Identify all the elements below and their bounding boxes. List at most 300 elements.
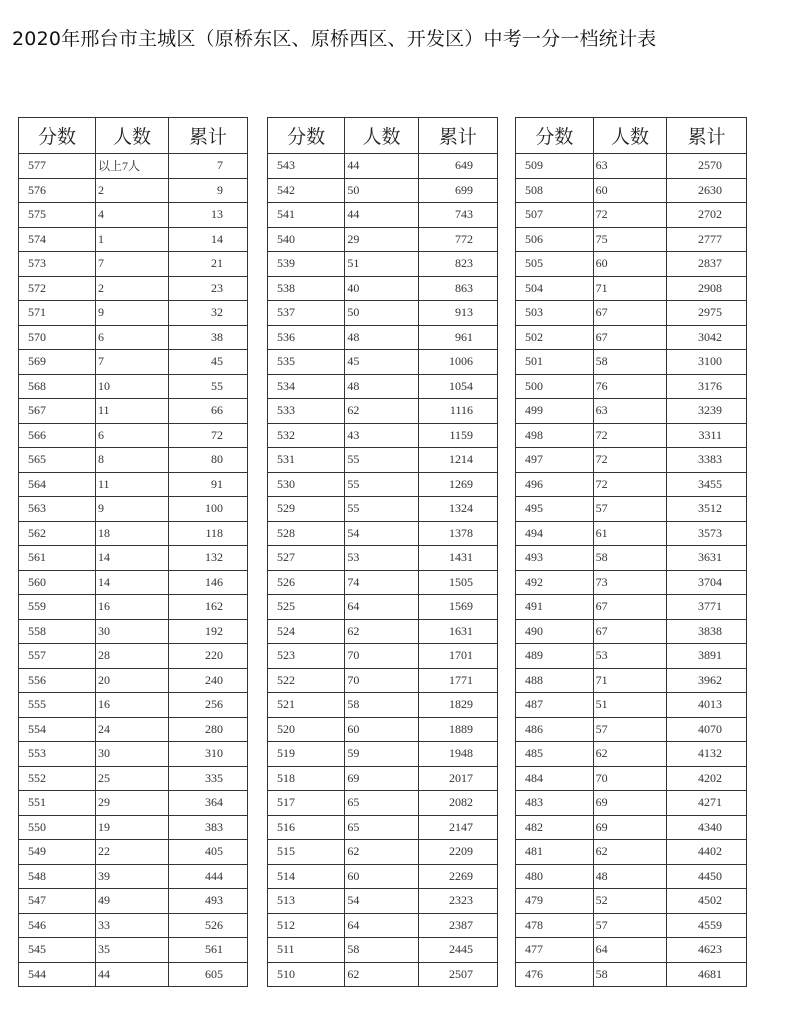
score-cell: 501	[516, 350, 594, 375]
table-row	[516, 301, 747, 326]
table-row	[19, 448, 248, 473]
score-cell: 508	[516, 178, 594, 203]
table-row	[516, 864, 747, 889]
count-cell: 44	[345, 203, 418, 228]
count-cell: 57	[593, 497, 667, 522]
score-cell: 482	[516, 815, 594, 840]
cumulative-cell: 256	[169, 693, 248, 718]
score-cell: 498	[516, 423, 594, 448]
table-row	[268, 864, 498, 889]
cumulative-cell: 3631	[667, 546, 747, 571]
count-cell: 30	[96, 742, 169, 767]
score-cell: 551	[19, 791, 96, 816]
table-row	[268, 717, 498, 742]
cumulative-cell: 72	[169, 423, 248, 448]
count-cell: 69	[593, 791, 667, 816]
page-title: 2020年邢台市主城区（原桥东区、原桥西区、开发区）中考一分一档统计表	[12, 28, 657, 50]
count-cell: 55	[345, 472, 418, 497]
score-cell: 540	[268, 227, 345, 252]
score-cell: 492	[516, 570, 594, 595]
table-row	[268, 644, 498, 669]
cumulative-cell: 1006	[418, 350, 497, 375]
score-table-2	[267, 117, 498, 987]
cumulative-cell: 162	[169, 595, 248, 620]
cumulative-cell: 1214	[418, 448, 497, 473]
table-row	[19, 276, 248, 301]
header-cumulative: 累计	[169, 118, 248, 154]
cumulative-cell: 21	[169, 252, 248, 277]
table-row	[268, 203, 498, 228]
score-cell: 552	[19, 766, 96, 791]
cumulative-cell: 132	[169, 546, 248, 571]
cumulative-cell: 526	[169, 913, 248, 938]
table-row	[268, 521, 498, 546]
count-cell: 44	[96, 962, 169, 987]
table-row	[516, 374, 747, 399]
count-cell: 76	[593, 374, 667, 399]
count-cell: 59	[345, 742, 418, 767]
table-row	[19, 227, 248, 252]
cumulative-cell: 1269	[418, 472, 497, 497]
score-cell: 477	[516, 938, 594, 963]
cumulative-cell: 118	[169, 521, 248, 546]
count-cell: 70	[345, 668, 418, 693]
count-cell: 67	[593, 619, 667, 644]
table-row	[268, 325, 498, 350]
score-table-1	[18, 117, 248, 987]
count-cell: 60	[593, 178, 667, 203]
score-cell: 517	[268, 791, 345, 816]
cumulative-cell: 3838	[667, 619, 747, 644]
cumulative-cell: 335	[169, 766, 248, 791]
score-cell: 518	[268, 766, 345, 791]
score-cell: 497	[516, 448, 594, 473]
count-cell: 50	[345, 178, 418, 203]
cumulative-cell: 2908	[667, 276, 747, 301]
count-cell: 62	[345, 962, 418, 987]
table-row	[516, 448, 747, 473]
cumulative-cell: 3573	[667, 521, 747, 546]
score-cell: 530	[268, 472, 345, 497]
count-cell: 22	[96, 840, 169, 865]
count-cell: 43	[345, 423, 418, 448]
table-row	[19, 717, 248, 742]
count-cell: 24	[96, 717, 169, 742]
table-row	[516, 791, 747, 816]
score-cell: 520	[268, 717, 345, 742]
table-row	[268, 815, 498, 840]
table-row	[19, 766, 248, 791]
count-cell: 58	[593, 546, 667, 571]
count-cell: 2	[96, 178, 169, 203]
score-cell: 577	[19, 154, 96, 179]
table-row	[268, 791, 498, 816]
score-cell: 565	[19, 448, 96, 473]
table-row	[19, 595, 248, 620]
cumulative-cell: 2837	[667, 252, 747, 277]
count-cell: 45	[345, 350, 418, 375]
score-cell: 531	[268, 448, 345, 473]
table-row	[516, 595, 747, 620]
count-cell: 57	[593, 913, 667, 938]
count-cell: 70	[593, 766, 667, 791]
table-row	[19, 399, 248, 424]
table-row	[19, 840, 248, 865]
table-row	[268, 595, 498, 620]
table-row	[516, 497, 747, 522]
cumulative-cell: 913	[418, 301, 497, 326]
count-cell: 69	[345, 766, 418, 791]
table-row	[19, 350, 248, 375]
cumulative-cell: 2445	[418, 938, 497, 963]
score-cell: 496	[516, 472, 594, 497]
count-cell: 58	[345, 693, 418, 718]
table-row	[268, 742, 498, 767]
table-row	[516, 742, 747, 767]
count-cell: 40	[345, 276, 418, 301]
score-cell: 504	[516, 276, 594, 301]
count-cell: 25	[96, 766, 169, 791]
header-score: 分数	[268, 118, 345, 154]
header-cumulative: 累计	[418, 118, 497, 154]
cumulative-cell: 4681	[667, 962, 747, 987]
count-cell: 73	[593, 570, 667, 595]
count-cell: 14	[96, 546, 169, 571]
cumulative-cell: 4013	[667, 693, 747, 718]
table-row	[19, 203, 248, 228]
cumulative-cell: 605	[169, 962, 248, 987]
count-cell: 48	[593, 864, 667, 889]
count-cell: 64	[345, 913, 418, 938]
score-cell: 573	[19, 252, 96, 277]
count-cell: 62	[345, 840, 418, 865]
score-cell: 536	[268, 325, 345, 350]
table-row	[268, 448, 498, 473]
table-row	[516, 521, 747, 546]
table-row	[19, 864, 248, 889]
count-cell: 9	[96, 301, 169, 326]
score-cell: 571	[19, 301, 96, 326]
count-cell: 54	[345, 521, 418, 546]
count-cell: 28	[96, 644, 169, 669]
score-cell: 563	[19, 497, 96, 522]
score-cell: 558	[19, 619, 96, 644]
table-row	[516, 276, 747, 301]
table-row	[19, 521, 248, 546]
cumulative-cell: 4271	[667, 791, 747, 816]
score-cell: 528	[268, 521, 345, 546]
cumulative-cell: 3891	[667, 644, 747, 669]
table-row	[516, 717, 747, 742]
count-cell: 67	[593, 325, 667, 350]
cumulative-cell: 310	[169, 742, 248, 767]
cumulative-cell: 2323	[418, 889, 497, 914]
cumulative-cell: 240	[169, 668, 248, 693]
score-cell: 527	[268, 546, 345, 571]
count-cell: 70	[345, 644, 418, 669]
count-cell: 61	[593, 521, 667, 546]
score-cell: 523	[268, 644, 345, 669]
table-row	[516, 325, 747, 350]
count-cell: 72	[593, 203, 667, 228]
cumulative-cell: 1054	[418, 374, 497, 399]
table-row	[268, 962, 498, 987]
cumulative-cell: 405	[169, 840, 248, 865]
table-row	[19, 546, 248, 571]
cumulative-cell: 1569	[418, 595, 497, 620]
cumulative-cell: 192	[169, 619, 248, 644]
count-cell: 54	[345, 889, 418, 914]
table-row	[19, 497, 248, 522]
count-cell: 52	[593, 889, 667, 914]
score-cell: 532	[268, 423, 345, 448]
table-row	[516, 668, 747, 693]
count-cell: 16	[96, 693, 169, 718]
score-cell: 499	[516, 399, 594, 424]
count-cell: 53	[593, 644, 667, 669]
count-cell: 62	[593, 840, 667, 865]
table-row	[516, 399, 747, 424]
cumulative-cell: 1889	[418, 717, 497, 742]
cumulative-cell: 699	[418, 178, 497, 203]
table-row	[19, 301, 248, 326]
count-cell: 10	[96, 374, 169, 399]
count-cell: 6	[96, 423, 169, 448]
table-row	[268, 399, 498, 424]
cumulative-cell: 2777	[667, 227, 747, 252]
score-cell: 550	[19, 815, 96, 840]
header-score: 分数	[516, 118, 594, 154]
cumulative-cell: 4402	[667, 840, 747, 865]
count-cell: 50	[345, 301, 418, 326]
cumulative-cell: 2507	[418, 962, 497, 987]
score-cell: 479	[516, 889, 594, 914]
cumulative-cell: 561	[169, 938, 248, 963]
table-row	[268, 546, 498, 571]
score-cell: 516	[268, 815, 345, 840]
cumulative-cell: 3239	[667, 399, 747, 424]
score-cell: 562	[19, 521, 96, 546]
table-row	[268, 668, 498, 693]
score-cell: 543	[268, 154, 345, 179]
score-cell: 533	[268, 399, 345, 424]
table-row	[19, 423, 248, 448]
count-cell: 8	[96, 448, 169, 473]
cumulative-cell: 4132	[667, 742, 747, 767]
cumulative-cell: 961	[418, 325, 497, 350]
table-row	[268, 423, 498, 448]
count-cell: 55	[345, 448, 418, 473]
cumulative-cell: 2269	[418, 864, 497, 889]
table-row	[19, 178, 248, 203]
score-cell: 539	[268, 252, 345, 277]
header-cumulative: 累计	[667, 118, 747, 154]
cumulative-cell: 1829	[418, 693, 497, 718]
count-cell: 11	[96, 399, 169, 424]
cumulative-cell: 1431	[418, 546, 497, 571]
header-row	[19, 118, 248, 154]
cumulative-cell: 3100	[667, 350, 747, 375]
table-row	[268, 938, 498, 963]
score-cell: 521	[268, 693, 345, 718]
count-cell: 65	[345, 791, 418, 816]
score-cell: 541	[268, 203, 345, 228]
cumulative-cell: 4070	[667, 717, 747, 742]
table-row	[516, 203, 747, 228]
count-cell: 9	[96, 497, 169, 522]
score-cell: 509	[516, 154, 594, 179]
score-cell: 526	[268, 570, 345, 595]
table-row	[268, 350, 498, 375]
table-row	[516, 154, 747, 179]
count-cell: 51	[345, 252, 418, 277]
score-cell: 507	[516, 203, 594, 228]
table-row	[516, 178, 747, 203]
score-cell: 485	[516, 742, 594, 767]
cumulative-cell: 3455	[667, 472, 747, 497]
cumulative-cell: 2082	[418, 791, 497, 816]
count-cell: 69	[593, 815, 667, 840]
score-cell: 480	[516, 864, 594, 889]
count-cell: 58	[593, 350, 667, 375]
cumulative-cell: 91	[169, 472, 248, 497]
table-row	[19, 913, 248, 938]
count-cell: 18	[96, 521, 169, 546]
score-cell: 546	[19, 913, 96, 938]
count-cell: 30	[96, 619, 169, 644]
table-row	[516, 619, 747, 644]
score-cell: 481	[516, 840, 594, 865]
cumulative-cell: 743	[418, 203, 497, 228]
score-cell: 519	[268, 742, 345, 767]
table-row	[19, 693, 248, 718]
cumulative-cell: 45	[169, 350, 248, 375]
table-row	[516, 423, 747, 448]
cumulative-cell: 2387	[418, 913, 497, 938]
count-cell: 53	[345, 546, 418, 571]
table-row	[268, 252, 498, 277]
score-cell: 569	[19, 350, 96, 375]
cumulative-cell: 23	[169, 276, 248, 301]
table-row	[268, 472, 498, 497]
score-cell: 549	[19, 840, 96, 865]
count-cell: 7	[96, 350, 169, 375]
table-row	[516, 913, 747, 938]
count-cell: 65	[345, 815, 418, 840]
score-cell: 484	[516, 766, 594, 791]
score-cell: 495	[516, 497, 594, 522]
table-row	[19, 815, 248, 840]
score-cell: 487	[516, 693, 594, 718]
table-row	[19, 472, 248, 497]
score-cell: 489	[516, 644, 594, 669]
header-count: 人数	[345, 118, 418, 154]
cumulative-cell: 100	[169, 497, 248, 522]
cumulative-cell: 3042	[667, 325, 747, 350]
score-cell: 538	[268, 276, 345, 301]
count-cell: 20	[96, 668, 169, 693]
cumulative-cell: 444	[169, 864, 248, 889]
table-row	[268, 227, 498, 252]
score-cell: 559	[19, 595, 96, 620]
score-cell: 478	[516, 913, 594, 938]
table-row	[516, 766, 747, 791]
cumulative-cell: 2147	[418, 815, 497, 840]
cumulative-cell: 9	[169, 178, 248, 203]
cumulative-cell: 1505	[418, 570, 497, 595]
cumulative-cell: 823	[418, 252, 497, 277]
cumulative-cell: 4202	[667, 766, 747, 791]
cumulative-cell: 1116	[418, 399, 497, 424]
score-cell: 570	[19, 325, 96, 350]
cumulative-cell: 383	[169, 815, 248, 840]
cumulative-cell: 7	[169, 154, 248, 179]
count-cell: 64	[345, 595, 418, 620]
table-row	[268, 619, 498, 644]
score-cell: 553	[19, 742, 96, 767]
count-cell: 以上7人	[96, 154, 169, 179]
count-cell: 49	[96, 889, 169, 914]
count-cell: 48	[345, 325, 418, 350]
count-cell: 58	[593, 962, 667, 987]
header-score: 分数	[19, 118, 96, 154]
score-table-3	[515, 117, 747, 987]
score-cell: 511	[268, 938, 345, 963]
count-cell: 60	[345, 864, 418, 889]
score-cell: 493	[516, 546, 594, 571]
table-row	[516, 570, 747, 595]
score-cell: 566	[19, 423, 96, 448]
score-cell: 500	[516, 374, 594, 399]
score-cell: 575	[19, 203, 96, 228]
header-row	[516, 118, 747, 154]
cumulative-cell: 2630	[667, 178, 747, 203]
table-row	[516, 693, 747, 718]
table-row	[516, 815, 747, 840]
count-cell: 62	[593, 742, 667, 767]
table-row	[268, 693, 498, 718]
cumulative-cell: 4340	[667, 815, 747, 840]
count-cell: 39	[96, 864, 169, 889]
cumulative-cell: 1631	[418, 619, 497, 644]
count-cell: 63	[593, 399, 667, 424]
score-cell: 545	[19, 938, 96, 963]
cumulative-cell: 364	[169, 791, 248, 816]
cumulative-cell: 3962	[667, 668, 747, 693]
score-cell: 554	[19, 717, 96, 742]
table-row	[268, 570, 498, 595]
count-cell: 29	[345, 227, 418, 252]
cumulative-cell: 1771	[418, 668, 497, 693]
score-cell: 505	[516, 252, 594, 277]
count-cell: 19	[96, 815, 169, 840]
table-row	[516, 840, 747, 865]
count-cell: 60	[593, 252, 667, 277]
table-row	[516, 644, 747, 669]
score-cell: 564	[19, 472, 96, 497]
table-row	[516, 962, 747, 987]
table-row	[268, 889, 498, 914]
score-cell: 576	[19, 178, 96, 203]
count-cell: 4	[96, 203, 169, 228]
count-cell: 62	[345, 619, 418, 644]
score-cell: 503	[516, 301, 594, 326]
cumulative-cell: 3704	[667, 570, 747, 595]
count-cell: 33	[96, 913, 169, 938]
score-cell: 556	[19, 668, 96, 693]
table-row	[19, 325, 248, 350]
score-cell: 548	[19, 864, 96, 889]
